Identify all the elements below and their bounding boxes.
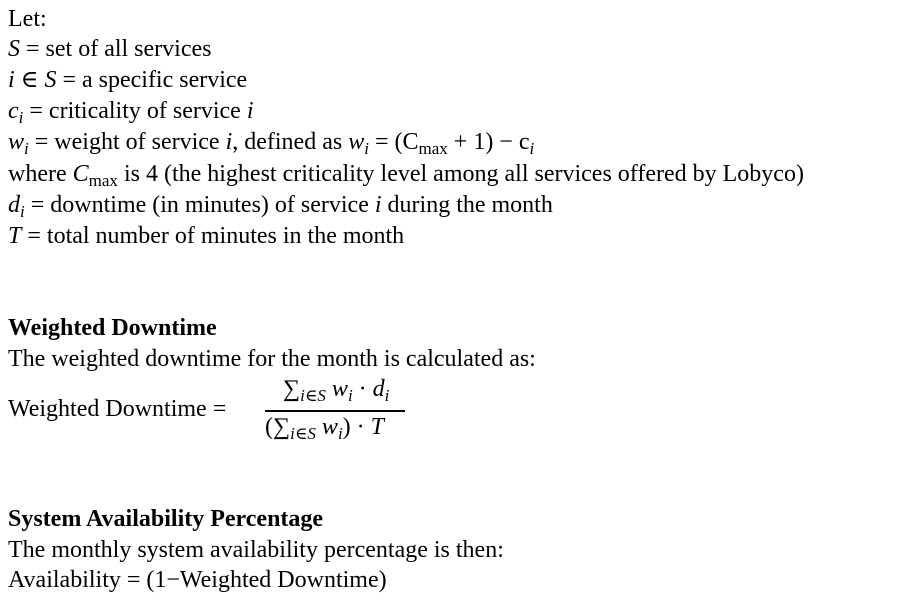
def-specific-service: i ∈ S = a specific service bbox=[8, 67, 248, 93]
weighted-downtime-intro: The weighted downtime for the month is calculated as: bbox=[8, 346, 536, 372]
fraction-numerator: $\sum_{i\in S}$ $w_i \cdot d_i$ bbox=[283, 376, 390, 405]
let-label: Let: bbox=[8, 6, 47, 32]
availability-heading: System Availability Percentage bbox=[8, 506, 324, 532]
availability-intro: The monthly system availability percentage is then: bbox=[8, 537, 504, 563]
def-cmax: where $C_{max}$ is 4 (the highest criticality level among all services offered by Lobyco) bbox=[8, 161, 804, 190]
def-set-services: S = set of all services bbox=[8, 36, 212, 62]
def-weight: $w_i$ = weight of service i, defined as $w_i = (C_{max} + 1) - c_i$ bbox=[8, 129, 535, 158]
def-total-minutes: T = total number of minutes in the month bbox=[8, 223, 405, 249]
weighted-downtime-lhs: Weighted Downtime = bbox=[8, 396, 227, 422]
def-criticality: $c_i$ = criticality of service i bbox=[8, 98, 254, 127]
def-downtime: $d_i$ = downtime (in minutes) of service i during the month bbox=[8, 192, 553, 221]
weighted-downtime-heading: Weighted Downtime bbox=[8, 315, 217, 341]
fraction-denominator: ($\sum_{i\in S}$ $w_i) \cdot T$ bbox=[265, 414, 385, 443]
availability-formula: Availability = (1−Weighted Downtime) bbox=[8, 567, 387, 593]
